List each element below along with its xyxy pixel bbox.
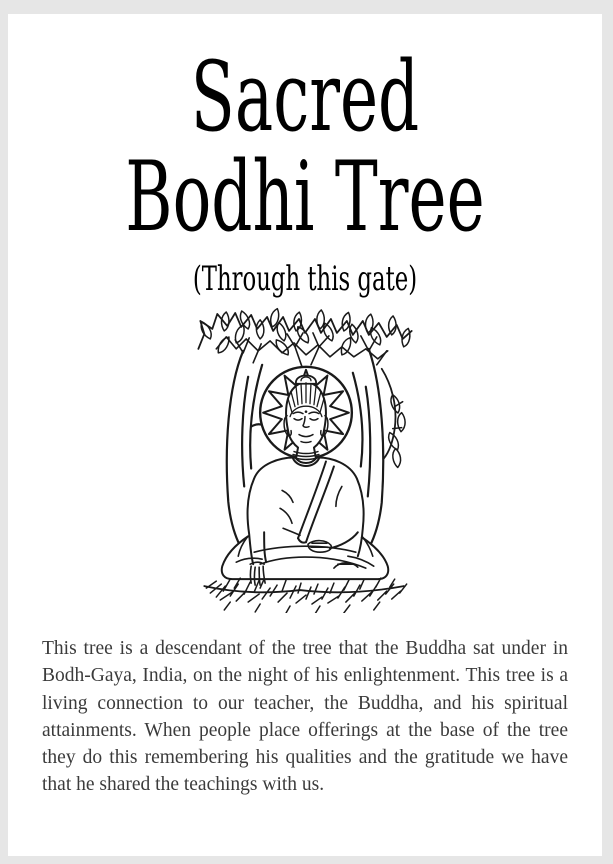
subtitle: (Through this gate) xyxy=(192,259,418,299)
title-line-1: Sacred xyxy=(190,41,420,153)
page xyxy=(8,14,602,856)
buddha-bodhi-tree-illustration xyxy=(8,307,602,618)
buddha-bodhi-tree-drawing xyxy=(189,307,421,613)
page-title xyxy=(8,41,602,253)
body-paragraph: This tree is a descendant of the tree that the Buddha sat under in Bodh-Gaya, India, on the night of his enlightenment. This tree is a living connection to our teacher, the Buddha, and his spiritual attainments. When people place offerings at the base of the tree they do this remembering his qualities and the gratitude we have that he shared the teachings with us. xyxy=(42,638,568,796)
title-line-2: Bodhi Tree xyxy=(125,141,485,253)
